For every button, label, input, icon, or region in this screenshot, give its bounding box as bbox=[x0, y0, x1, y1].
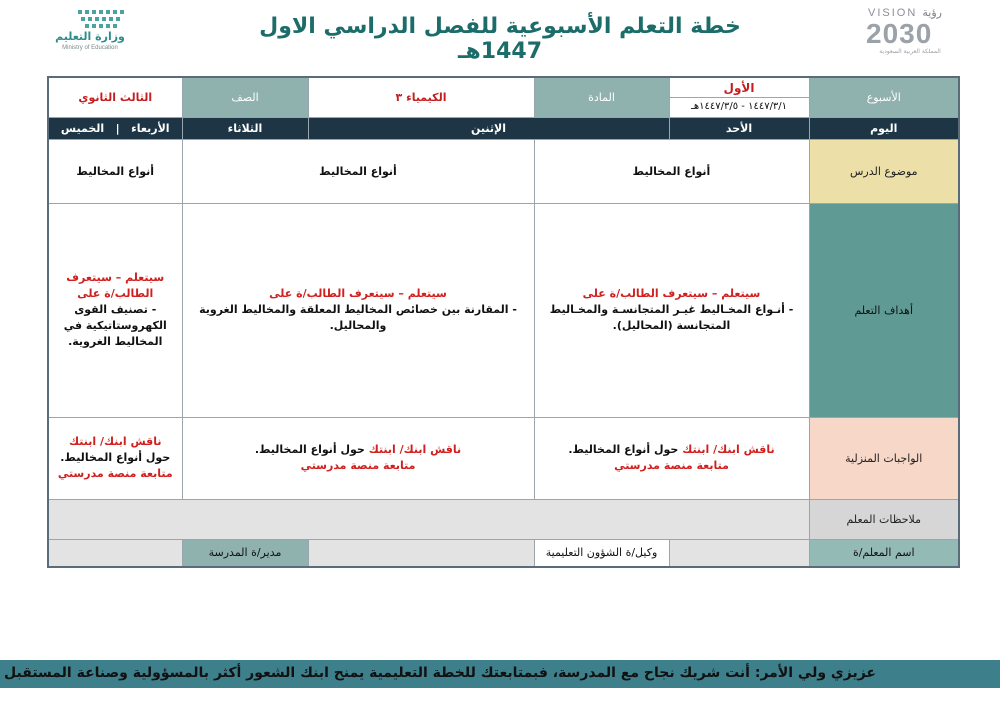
day-wednesday-thursday: الأربعاء | الخميس bbox=[48, 117, 182, 139]
signature-row bbox=[48, 539, 959, 567]
ministry-mark-icon bbox=[76, 8, 132, 30]
ministry-name-ar: وزارة التعليم bbox=[55, 30, 125, 43]
homework-lead: ناقش ابنك/ ابنتك bbox=[69, 435, 162, 448]
homework-follow: متابعة منصة مدرستي bbox=[614, 459, 729, 472]
day-thursday: الخميس bbox=[60, 121, 105, 135]
day-sunday: الأحد bbox=[669, 117, 809, 139]
topic-cell: أنواع المخاليط bbox=[182, 139, 534, 203]
goals-label: أهداف التعلم bbox=[809, 203, 959, 417]
day-wednesday: الأربعاء bbox=[131, 121, 170, 135]
goals-lead: سيتعلم – سيتعرف الطالب/ة على bbox=[582, 287, 761, 300]
homework-row bbox=[48, 417, 959, 499]
goals-cell bbox=[534, 203, 809, 417]
ministry-logo bbox=[46, 8, 136, 56]
week-label: الأسبوع bbox=[809, 77, 959, 117]
vision-year: 2030 bbox=[866, 18, 933, 49]
vision-2030-logo bbox=[862, 6, 962, 56]
notes-label: ملاحظات المعلم bbox=[809, 499, 959, 539]
principal-name-value[interactable] bbox=[48, 539, 182, 567]
topic-cell: أنواع المخاليط bbox=[534, 139, 809, 203]
goals-row bbox=[48, 203, 959, 417]
vision-label: VISION bbox=[868, 7, 918, 19]
homework-lead: ناقش ابنك/ ابنتك bbox=[368, 443, 462, 456]
homework-text: حول أنواع المخاليط. bbox=[60, 451, 171, 464]
weekly-plan-table bbox=[47, 76, 960, 568]
subject-value: الكيمياء ٣ bbox=[308, 77, 534, 117]
day-monday: الإثنين bbox=[308, 117, 669, 139]
topic-label: موضوع الدرس bbox=[809, 139, 959, 203]
homework-cell bbox=[534, 417, 809, 499]
ministry-name-en: Ministry of Education bbox=[62, 45, 118, 51]
notes-value[interactable] bbox=[48, 499, 809, 539]
notes-row bbox=[48, 499, 959, 539]
goals-text: - تصنيف القوى الكهروستاتيكية في المخاليط الغروية. bbox=[63, 303, 167, 348]
info-row bbox=[48, 77, 959, 117]
homework-follow: متابعة منصة مدرستي bbox=[300, 459, 416, 472]
goals-text: - أنـواع المخـاليط غيـر المتجانسـة والمخـاليط المتجانسة (المحاليل). bbox=[549, 303, 794, 332]
parent-message-bar bbox=[0, 660, 1000, 688]
goals-cell bbox=[182, 203, 534, 417]
day-tuesday: الثلاثاء bbox=[182, 117, 308, 139]
goals-lead: سيتعلم – سيتعرف الطالب/ة على bbox=[269, 287, 447, 300]
page-header bbox=[0, 0, 1000, 62]
homework-text: حول أنواع المخاليط. bbox=[254, 443, 365, 456]
days-row bbox=[48, 117, 959, 139]
topic-row bbox=[48, 139, 959, 203]
homework-lead: ناقش ابنك/ ابنتك bbox=[682, 443, 775, 456]
homework-follow: متابعة منصة مدرستي bbox=[57, 467, 173, 480]
vision-subtitle: المملكة العربية السعودية bbox=[879, 48, 941, 55]
page-title: خطة التعلم الأسبوعية للفصل الدراسي الاول 1447هـ bbox=[259, 14, 741, 64]
subject-label: المادة bbox=[534, 77, 669, 117]
homework-cell bbox=[182, 417, 534, 499]
week-value-cell bbox=[669, 77, 809, 117]
parent-message: عزيزي ولي الأمر: أنت شريك نجاح مع المدرسة، فبمتابعتك للخطة التعليمية يمنح ابنك الشعور أكثر بالمسؤولية وصناعة المستقبل bbox=[4, 665, 876, 681]
vice-name-value[interactable] bbox=[308, 539, 534, 567]
goals-cell bbox=[48, 203, 182, 417]
vice-label: وكيل/ة الشؤون التعليمية bbox=[534, 539, 669, 567]
homework-label: الواجبات المنزلية bbox=[809, 417, 959, 499]
week-dates: ١٤٤٧/٣/١ - ١٤٤٧/٣/٥هـ bbox=[690, 101, 788, 113]
grade-value: الثالث الثانوي bbox=[48, 77, 182, 117]
teacher-name-value[interactable] bbox=[669, 539, 809, 567]
vision-label-ar: رؤية bbox=[922, 7, 942, 19]
goals-text: - المقارنة بين خصائص المخاليط المعلقة والمخاليط الغروية والمحاليل. bbox=[199, 303, 517, 332]
homework-text: حول أنواع المخاليط. bbox=[568, 443, 679, 456]
week-value: الأول bbox=[670, 79, 809, 98]
teacher-name-label: اسم المعلم/ة bbox=[809, 539, 959, 567]
grade-label: الصف bbox=[182, 77, 308, 117]
day-label: اليوم bbox=[809, 117, 959, 139]
topic-cell: أنواع المخاليط bbox=[48, 139, 182, 203]
homework-cell bbox=[48, 417, 182, 499]
principal-label: مدير/ة المدرسة bbox=[182, 539, 308, 567]
goals-lead: سيتعلم – سيتعرف الطالب/ة على bbox=[66, 271, 165, 300]
